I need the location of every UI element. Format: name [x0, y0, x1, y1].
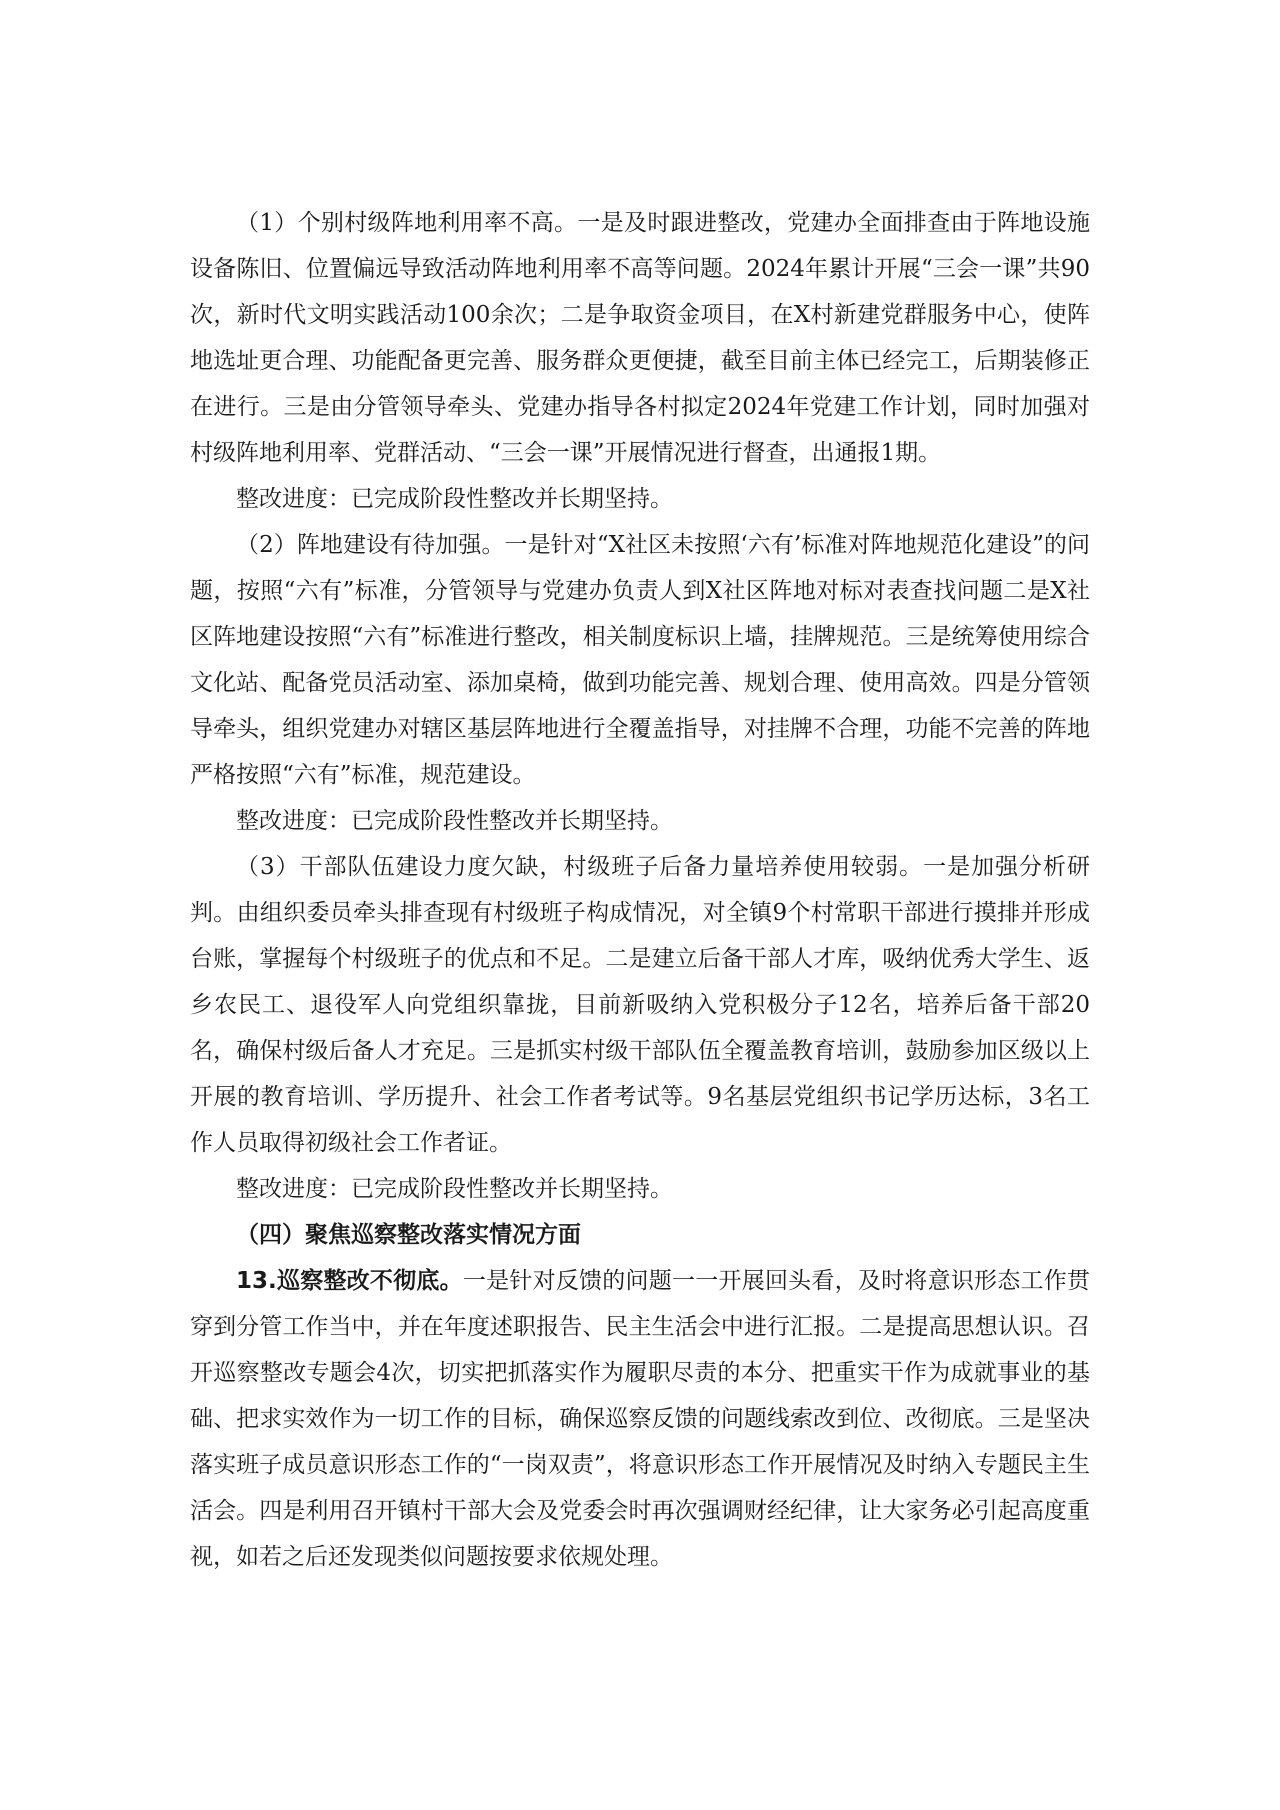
item-13-lead: 13.巡察整改不彻底。	[236, 1268, 463, 1294]
item-13-paragraph	[190, 1258, 1090, 1580]
section-4-heading: （四）聚焦巡察整改落实情况方面	[236, 1222, 581, 1248]
item-3-progress: 整改进度：已完成阶段性整改并长期坚持。	[236, 1176, 673, 1202]
item-2-progress: 整改进度：已完成阶段性整改并长期坚持。	[236, 808, 673, 834]
item-2-paragraph: （2）阵地建设有待加强。一是针对“X社区未按照‘六有’标准对阵地规范化建设”的问题，按照“六有”标准，分管领导与党建办负责人到X社区阵地对标对表查找问题二是X社区阵地建设按照“六有”标准进行整改，相关制度标识上墙，挂牌规范。三是统筹使用综合文化站、配备党员活动室、添加桌椅，做到功能完善、规划合理、使用高效。四是分管领导牵头，组织党建办对辖区基层阵地进行全覆盖指导，对挂牌不合理，功能不完善的阵地严格按照“六有”标准，规范建设。	[190, 532, 1090, 788]
document-body	[190, 200, 1090, 1580]
item-3-paragraph: （3）干部队伍建设力度欠缺，村级班子后备力量培养使用较弱。一是加强分析研判。由组织委员牵头排查现有村级班子构成情况，对全镇9个村常职干部进行摸排并形成台账，掌握每个村级班子的优点和不足。二是建立后备干部人才库，吸纳优秀大学生、返乡农民工、退役军人向党组织靠拢，目前新吸纳入党积极分子12名，培养后备干部20名，确保村级后备人才充足。三是抓实村级干部队伍全覆盖教育培训，鼓励参加区级以上开展的教育培训、学历提升、社会工作者考试等。9名基层党组织书记学历达标，3名工作人员取得初级社会工作者证。	[190, 854, 1090, 1156]
item-1-paragraph: （1）个别村级阵地利用率不高。一是及时跟进整改，党建办全面排查由于阵地设施设备陈旧、位置偏远导致活动阵地利用率不高等问题。2024年累计开展“三会一课”共90次，新时代文明实践活动100余次；二是争取资金项目，在X村新建党群服务中心，使阵地选址更合理、功能配备更完善、服务群众更便捷，截至目前主体已经完工，后期装修正在进行。三是由分管领导牵头、党建办指导各村拟定2024年党建工作计划，同时加强对村级阵地利用率、党群活动、“三会一课”开展情况进行督查，出通报1期。	[190, 210, 1090, 466]
item-13-text: 一是针对反馈的问题一一开展回头看，及时将意识形态工作贯穿到分管工作当中，并在年度述职报告、民主生活会中进行汇报。二是提高思想认识。召开巡察整改专题会4次，切实把抓落实作为履职尽责的本分、把重实干作为成就事业的基础、把求实效作为一切工作的目标，确保巡察反馈的问题线索改到位、改彻底。三是坚决落实班子成员意识形态工作的“一岗双责”，将意识形态工作开展情况及时纳入专题民主生活会。四是利用召开镇村干部大会及党委会时再次强调财经纪律，让大家务必引起高度重视，如若之后还发现类似问题按要求依规处理。	[190, 1268, 1091, 1570]
item-1-progress: 整改进度：已完成阶段性整改并长期坚持。	[236, 486, 673, 512]
